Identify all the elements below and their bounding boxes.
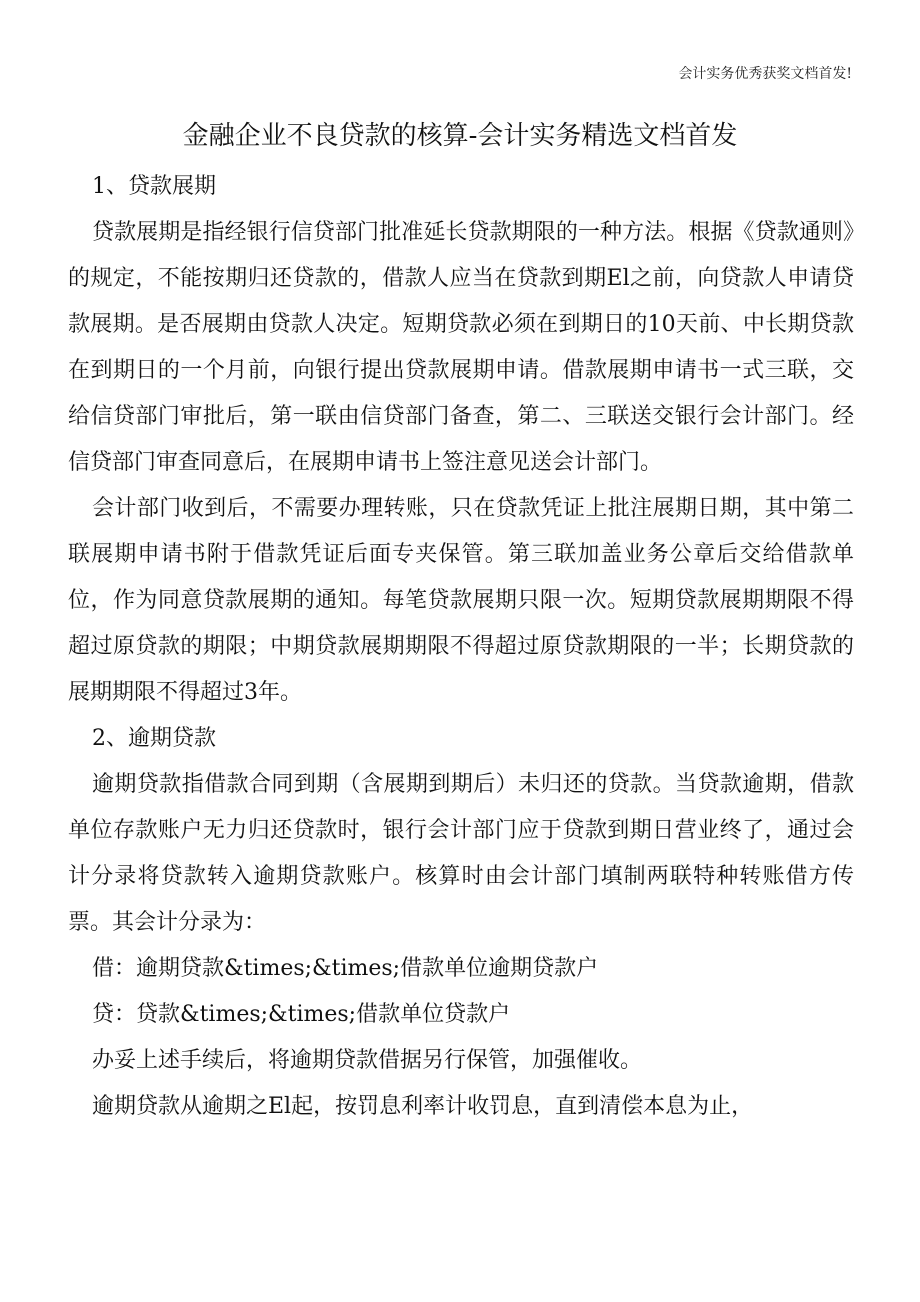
paragraph: 逾期贷款指借款合同到期（含展期到期后）未归还的贷款。当贷款逾期，借款单位存款账户无力归还贷款时，银行会计部门应于贷款到期日营业终了，通过会计分录将贷款转入逾期贷款账户。核算时由会计部门填制两联特种转账借方传票。其会计分录为： [68, 772, 854, 935]
debit-entry: 借：逾期贷款&times;&times;借款单位逾期贷款户 [92, 956, 599, 981]
paragraph: 贷款展期是指经银行信贷部门批准延长贷款期限的一种方法。根据《贷款通则》的规定，不能按期归还贷款的，借款人应当在贷款到期El之前，向贷款人申请贷款展期。是否展期由贷款人决定。短期贷款必须在到期日的10天前、中长期贷款在到期日的一个月前，向银行提出贷款展期申请。借款展期申请书一式三联，交给信贷部门审批后，第一联由信贷部门备查，第二、三联送交银行会计部门。经信贷部门审查同意后，在展期申请书上签注意见送会计部门。 [68, 220, 854, 475]
paragraph: 会计部门收到后，不需要办理转账，只在贷款凭证上批注展期日期，其中第二联展期申请书附于借款凭证后面专夹保管。第三联加盖业务公章后交给借款单位，作为同意贷款展期的通知。每笔贷款展期只限一次。短期贷款展期期限不得超过原贷款的期限；中期贷款展期期限不得超过原贷款期限的一半；长期贷款的展期期限不得超过3年。 [68, 496, 854, 705]
section-heading-overdue-loan: 2、逾期贷款 [92, 726, 216, 751]
paragraph: 办妥上述手续后，将逾期贷款借据另行保管，加强催收。 [92, 1048, 643, 1073]
paragraph: 逾期贷款从逾期之El起，按罚息利率计收罚息，直到清偿本息为止， [92, 1094, 754, 1119]
document-body [68, 164, 854, 1130]
section-heading-loan-extension: 1、贷款展期 [92, 174, 216, 199]
document-title: 金融企业不良贷款的核算-会计实务精选文档首发 [182, 121, 738, 151]
credit-entry: 贷：贷款&times;&times;借款单位贷款户 [92, 1002, 511, 1027]
header-note: 会计实务优秀获奖文档首发! [678, 66, 852, 82]
